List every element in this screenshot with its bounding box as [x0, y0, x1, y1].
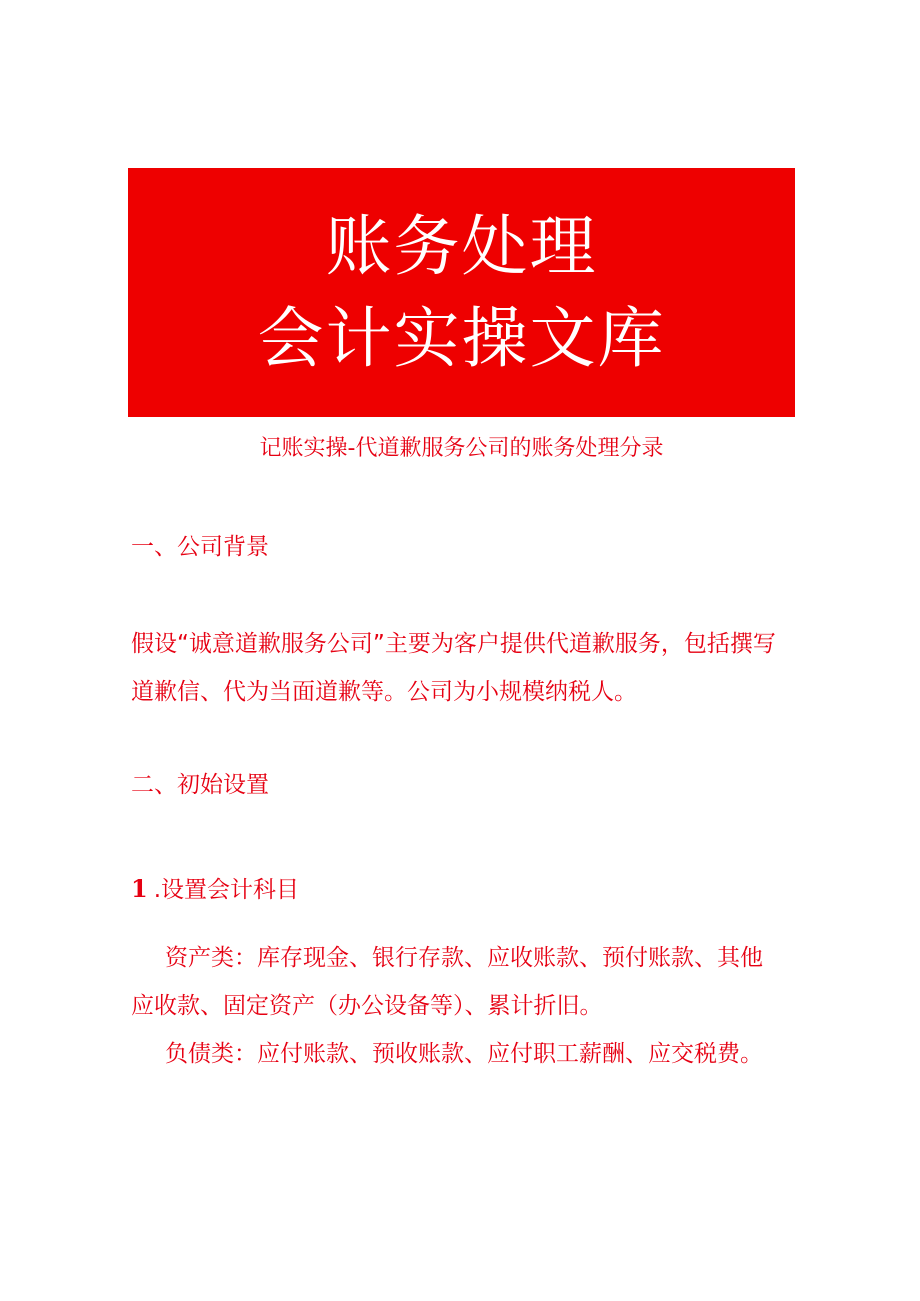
liabilities-paragraph: 负债类：应付账款、预收账款、应付职工薪酬、应交税费。	[165, 1041, 763, 1067]
banner-title-line-2: 会计实操文库	[257, 299, 666, 377]
subsection-heading-accounts	[131, 872, 299, 907]
section-heading-background: 一、公司背景	[131, 534, 269, 560]
title-banner	[128, 168, 795, 417]
banner-title-line-1: 账务处理	[325, 207, 598, 285]
assets-paragraph: 资产类：库存现金、银行存款、应收账款、预付账款、其他应收款、固定资产（办公设备等）、累计折旧。	[131, 945, 763, 1019]
section-heading-initial-setup: 二、初始设置	[131, 772, 269, 798]
subsection-number: 1	[131, 874, 148, 903]
subsection-title: .设置会计科目	[153, 877, 300, 903]
document-subtitle: 记账实操-代道歉服务公司的账务处理分录	[259, 436, 664, 461]
background-paragraph: 假设“诚意道歉服务公司”主要为客户提供代道歉服务，包括撰写道歉信、代为当面道歉等。公司为小规模纳税人。	[131, 631, 776, 705]
